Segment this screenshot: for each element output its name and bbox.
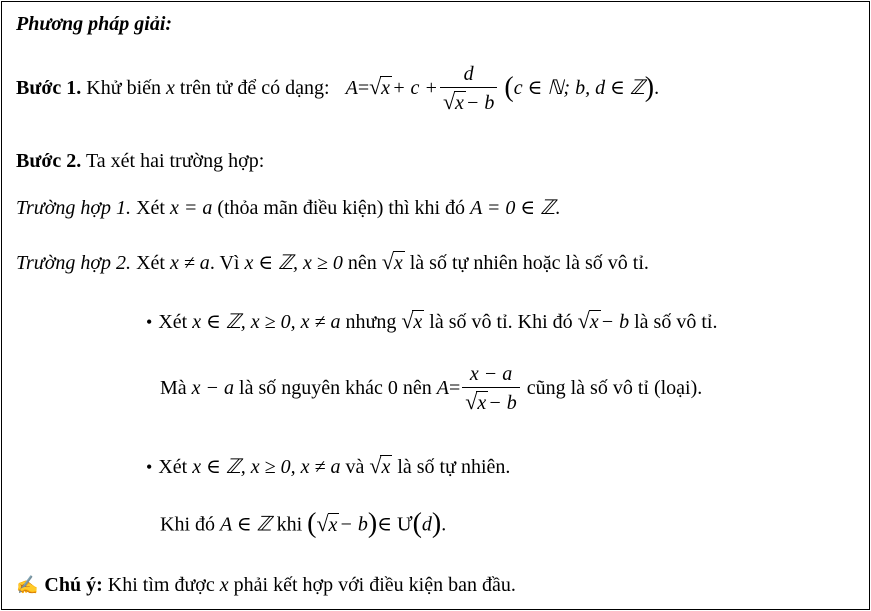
step1-plus-c: + c +: [392, 77, 438, 100]
bullet1-line: • Xét x ∈ ℤ, x ≥ 0, x ≠ a nhưng √ x là số vô tỉ. Khi đó √ x − b là số vô tỉ.: [146, 308, 718, 333]
step1-frac-num: d: [463, 63, 474, 85]
bullet2-continuation: Khi đó A ∈ ℤ khi ( √ x − b)∈ Ư(d).: [160, 508, 447, 539]
case1-line: Trường hợp 1. Xét x = a (thỏa mãn điều kiện) thì khi đó A = 0 ∈ ℤ.: [16, 197, 561, 219]
bullet2-expr: A ∈ ℤ: [220, 513, 272, 536]
case2-condition: x ≠ a: [169, 252, 210, 274]
step1-text2: trên tử để có dạng:: [179, 77, 330, 100]
bullet1-condition: x ∈ ℤ, x ≥ 0, x ≠ a: [192, 311, 341, 333]
pen-icon: ✍: [16, 575, 39, 595]
bullet1-fraction: x − a √ x − b: [462, 364, 519, 415]
step1-condition: c ∈ ℕ; b, d ∈ ℤ: [513, 77, 645, 100]
case1-result: A = 0 ∈ ℤ: [470, 197, 556, 219]
step1-eq: =: [357, 77, 370, 100]
step1-fraction: [440, 64, 497, 115]
case1-label: Trường hợp 1.: [16, 197, 132, 219]
bullet1-expr: x − a: [191, 377, 235, 400]
bullet2-sqrt-x: √ x: [369, 453, 391, 478]
bullet1-sqrt-x: √ x: [401, 308, 423, 333]
bullet1-sqrt-x2: √ x: [577, 308, 599, 333]
step2-label: Bước 2.: [16, 150, 82, 172]
case2-condition2: x ∈ ℤ, x ≥ 0: [244, 252, 343, 274]
step1-frac-den: √ x − b: [440, 87, 497, 115]
bullet1-marker: •: [146, 312, 153, 332]
case1-condition: x = a: [169, 197, 213, 219]
step1-line: Bước 1. Khử biến x trên tử để có dạng: A= √ x + c + d √ x − b (c ∈ ℕ; b, d ∈ ℤ).: [16, 63, 660, 114]
solution-method-box: [1, 1, 870, 610]
bullet2-line: • Xét x ∈ ℤ, x ≥ 0, x ≠ a và √ x là số tự nhiên.: [146, 453, 511, 478]
case2-label: Trường hợp 2.: [16, 252, 132, 274]
step1-var-x: x: [166, 77, 175, 100]
bullet2-condition: x ∈ ℤ, x ≥ 0, x ≠ a: [192, 456, 341, 478]
bullet2-marker: •: [146, 457, 153, 477]
case2-line: Trường hợp 2. Xét x ≠ a. Vì x ∈ ℤ, x ≥ 0 nên √ x là số tự nhiên hoặc là số vô tỉ.: [16, 249, 649, 274]
step2-line: [16, 151, 264, 171]
step1-A: A: [345, 77, 358, 100]
bullet1-continuation: Mà x − a là số nguyên khác 0 nên A= x − a √ x − b cũng là số vô tỉ (loại).: [160, 363, 703, 414]
case2-sqrt-x: √ x: [381, 249, 403, 274]
note-label: Chú ý:: [44, 574, 103, 596]
heading: Phương pháp giải:: [16, 13, 173, 35]
step1-text: Khử biến: [86, 77, 162, 100]
step1-sqrt-x: √ x: [369, 74, 391, 100]
step2-text: Ta xét hai trường hợp:: [85, 150, 265, 172]
bullet2-sqrt-x: √ x: [316, 510, 338, 536]
note-line: ✍ Chú ý: Khi tìm được x phải kết hợp với điều kiện ban đầu.: [16, 574, 516, 596]
step1-label: Bước 1.: [16, 77, 82, 100]
